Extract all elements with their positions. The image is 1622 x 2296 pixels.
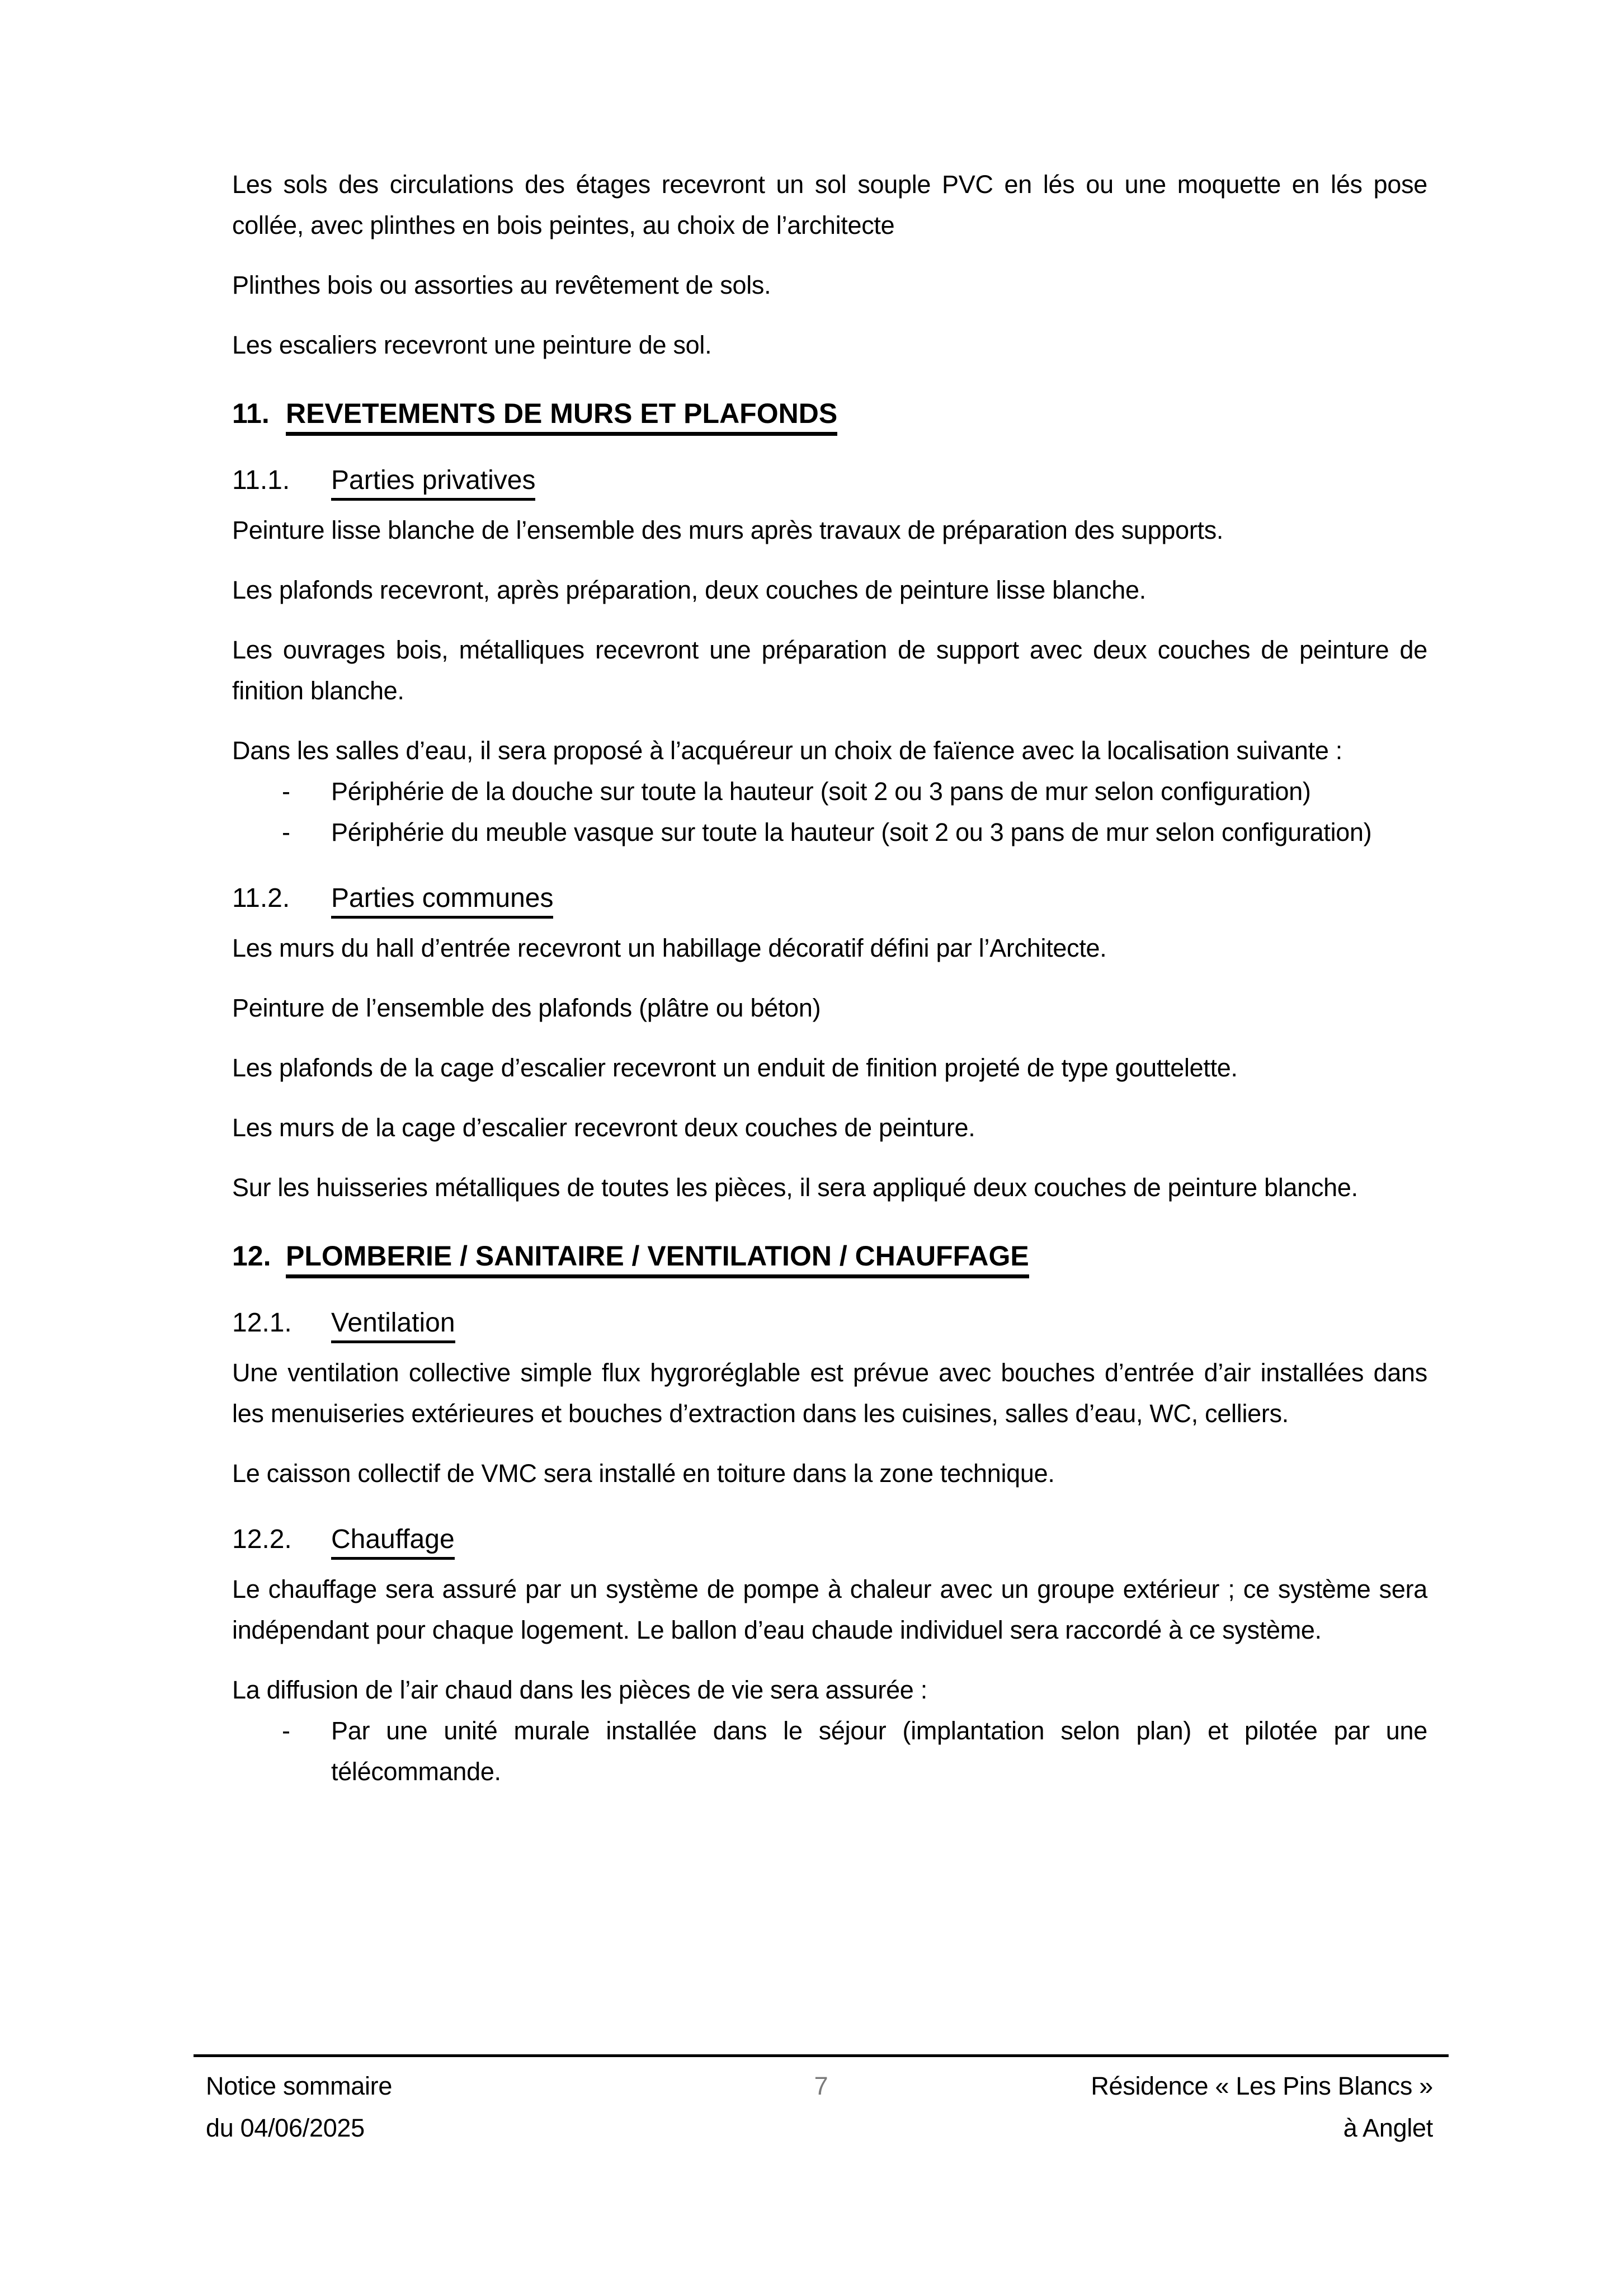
paragraph: Les plafonds recevront, après préparation, deux couches de peinture lisse blanche. xyxy=(232,576,1146,604)
paragraph: Le caisson collectif de VMC sera installé en toiture dans la zone technique. xyxy=(232,1459,1055,1488)
paragraph: Les ouvrages bois, métalliques recevront une préparation de support avec deux couches de peinture de finition blanche. xyxy=(232,636,1427,705)
paragraph: Les plafonds de la cage d’escalier recevront un enduit de finition projeté de type gouttelette. xyxy=(232,1053,1238,1082)
subsection-heading xyxy=(232,1518,1427,1561)
section-heading xyxy=(232,1235,1427,1277)
document-body xyxy=(232,164,1427,1811)
subsection-heading xyxy=(232,877,1427,920)
section-heading xyxy=(232,392,1427,435)
heading-number: 11.1. xyxy=(232,465,290,495)
list-item-text: Périphérie du meuble vasque sur toute la hauteur (soit 2 ou 3 pans de mur selon configuration) xyxy=(331,818,1372,846)
list-item-text: Par une unité murale installée dans le séjour (implantation selon plan) et pilotée par une télécommande. xyxy=(331,1716,1427,1786)
heading-number: 12.2. xyxy=(232,1525,292,1554)
heading-title: Parties privatives xyxy=(331,465,535,501)
paragraph: Dans les salles d’eau, il sera proposé à l’acquéreur un choix de faïence avec la localisation suivante : xyxy=(232,736,1342,765)
paragraph: Les murs du hall d’entrée recevront un habillage décoratif défini par l’Architecte. xyxy=(232,934,1107,962)
subsection-heading xyxy=(232,459,1427,502)
list-item xyxy=(232,1710,1427,1792)
heading-number: 12. xyxy=(232,1240,271,1272)
footer-residence-city: à Anglet xyxy=(1343,2114,1433,2142)
bullet-marker: - xyxy=(282,1716,290,1745)
footer-left xyxy=(194,2065,696,2149)
paragraph: Les murs de la cage d’escalier recevront deux couches de peinture. xyxy=(232,1113,975,1142)
heading-title: Ventilation xyxy=(331,1308,455,1343)
paragraph: Une ventilation collective simple flux hygroréglable est prévue avec bouches d’entrée d’air installées dans les menuiseries extérieures et bouches d’extraction dans les cuisines, salles d’eau, WC, celliers. xyxy=(232,1358,1427,1428)
bullet-list xyxy=(232,1710,1427,1792)
page-number: 7 xyxy=(814,2072,828,2100)
bullet-list xyxy=(232,771,1427,853)
heading-number: 11. xyxy=(232,398,270,429)
footer-doc-title: Notice sommaire xyxy=(206,2072,393,2100)
paragraph: Les escaliers recevront une peinture de sol. xyxy=(232,331,712,359)
paragraph: Les sols des circulations des étages recevront un sol souple PVC en lés ou une moquette en lés pose collée, avec plinthes en bois peintes, au choix de l’architecte xyxy=(232,170,1427,239)
heading-title: PLOMBERIE / SANITAIRE / VENTILATION / CHAUFFAGE xyxy=(286,1240,1029,1278)
paragraph: Sur les huisseries métalliques de toutes les pièces, il sera appliqué deux couches de peinture blanche. xyxy=(232,1173,1358,1202)
bullet-marker: - xyxy=(282,818,290,846)
paragraph: Le chauffage sera assuré par un système de pompe à chaleur avec un groupe extérieur ; ce système sera indépendant pour chaque logement. Le ballon d’eau chaude individuel sera raccordé à ce système. xyxy=(232,1575,1427,1644)
bullet-marker: - xyxy=(282,777,290,806)
heading-number: 12.1. xyxy=(232,1308,292,1338)
page-footer xyxy=(194,2054,1449,2149)
list-item xyxy=(232,771,1427,812)
subsection-heading xyxy=(232,1302,1427,1344)
heading-number: 11.2. xyxy=(232,883,290,913)
footer-residence-name: Résidence « Les Pins Blancs » xyxy=(1091,2072,1433,2100)
list-item-text: Périphérie de la douche sur toute la hauteur (soit 2 ou 3 pans de mur selon configuration) xyxy=(331,777,1311,806)
paragraph: La diffusion de l’air chaud dans les pièces de vie sera assurée : xyxy=(232,1676,927,1704)
heading-title: REVETEMENTS DE MURS ET PLAFONDS xyxy=(286,398,837,436)
list-item xyxy=(232,812,1427,853)
footer-row xyxy=(194,2065,1449,2149)
footer-doc-date: du 04/06/2025 xyxy=(206,2114,365,2142)
paragraph: Peinture de l’ensemble des plafonds (plâtre ou béton) xyxy=(232,994,821,1022)
paragraph: Peinture lisse blanche de l’ensemble des murs après travaux de préparation des supports. xyxy=(232,516,1224,544)
heading-title: Chauffage xyxy=(331,1525,455,1560)
footer-right xyxy=(946,2065,1449,2149)
heading-title: Parties communes xyxy=(331,883,553,919)
paragraph: Plinthes bois ou assorties au revêtement de sols. xyxy=(232,271,771,299)
